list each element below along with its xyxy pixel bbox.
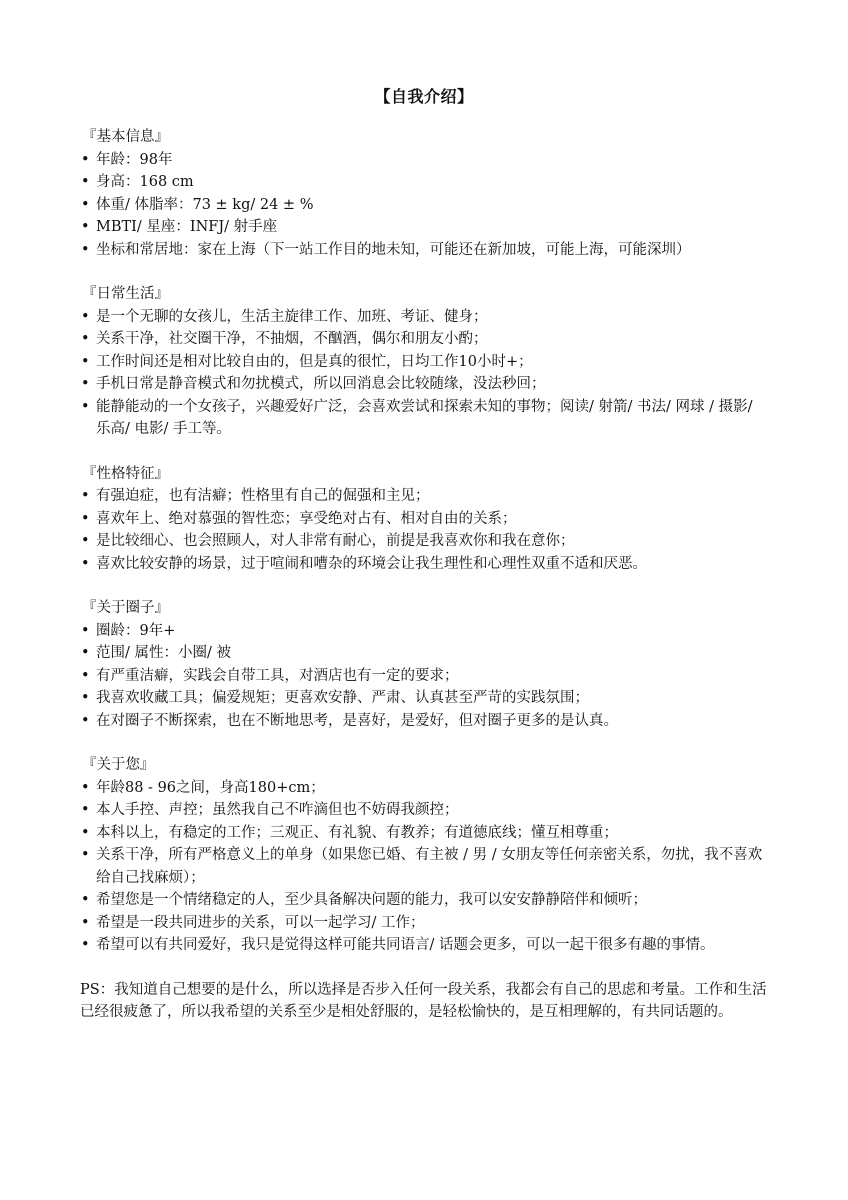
document-title: 【自我介绍】	[374, 87, 474, 106]
bullet-list	[80, 306, 770, 441]
ps-paragraph: PS：我知道自己想要的是什么，所以选择是否步入任何一段关系，我都会有自己的思虑和考量。工作和生活已经很疲惫了，所以我希望的关系至少是相处舒服的，是轻松愉快的，是互相理解的，有共同话题的。	[80, 981, 767, 1020]
bullet-list	[80, 777, 770, 957]
list-item: • 希望可以有共同爱好，我只是觉得这样可能共同语言/ 话题会更多，可以一起干很多有趣的事情。	[80, 934, 770, 957]
section-heading: 『性格特征』	[82, 465, 169, 482]
section-personality	[80, 463, 770, 576]
list-item: • 有强迫症，也有洁癖；性格里有自己的倔强和主见；	[80, 485, 770, 508]
list-item: • 年龄：98年	[80, 149, 770, 172]
list-item: • 是一个无聊的女孩儿，生活主旋律工作、加班、考证、健身；	[80, 306, 770, 329]
section-daily-life	[80, 283, 770, 441]
list-item: • MBTI/ 星座：INFJ/ 射手座	[80, 216, 770, 239]
list-item: • 坐标和常居地：家在上海（下一站工作目的地未知，可能还在新加坡，可能上海，可能深圳）	[80, 239, 770, 262]
bullet-list	[80, 620, 770, 733]
section-heading: 『关于圈子』	[82, 600, 169, 616]
list-item: • 是比较细心、也会照顾人，对人非常有耐心，前提是我喜欢你和我在意你；	[80, 530, 770, 553]
list-item: • 喜欢年上、绝对慕强的智性恋；享受绝对占有、相对自由的关系；	[80, 508, 770, 531]
list-item: • 在对圈子不断探索，也在不断地思考，是喜好，是爱好，但对圈子更多的是认真。	[80, 710, 770, 733]
list-item: • 关系干净，所有严格意义上的单身（如果您已婚、有主被 / 男 / 女朋友等任何亲密关系，勿扰，我不喜欢给自己找麻烦）；	[80, 844, 770, 889]
list-item: • 我喜欢收藏工具；偏爱规矩；更喜欢安静、严肃、认真甚至严苛的实践氛围；	[80, 687, 770, 710]
section-heading: 『日常生活』	[82, 286, 169, 302]
list-item: • 本科以上，有稳定的工作；三观正、有礼貌、有教养；有道德底线；懂互相尊重；	[80, 822, 770, 845]
list-item: • 关系干净，社交圈干净，不抽烟，不酗酒，偶尔和朋友小酌；	[80, 328, 770, 351]
list-item: • 身高：168 cm	[80, 171, 770, 194]
list-item: • 本人手控、声控；虽然我自己不咋滴但也不妨碍我颜控；	[80, 799, 770, 822]
list-item: • 圈龄：9年+	[80, 620, 770, 643]
list-item: • 体重/ 体脂率：73 ± kg/ 24 ± %	[80, 194, 770, 217]
section-circle	[80, 597, 770, 732]
list-item: • 希望您是一个情绪稳定的人，至少具备解决问题的能力，我可以安安静静陪伴和倾听；	[80, 889, 770, 912]
bullet-list	[80, 485, 770, 575]
section-basic-info	[80, 126, 770, 261]
section-about-you	[80, 754, 770, 957]
list-item: • 手机日常是静音模式和勿扰模式，所以回消息会比较随缘，没法秒回；	[80, 373, 770, 396]
list-item: • 有严重洁癖，实践会自带工具，对酒店也有一定的要求；	[80, 665, 770, 688]
list-item: • 希望是一段共同进步的关系，可以一起学习/ 工作；	[80, 912, 770, 935]
list-item: • 工作时间还是相对比较自由的，但是真的很忙，日均工作10小时+；	[80, 351, 770, 374]
list-item: • 年龄88 - 96之间，身高180+cm；	[80, 777, 770, 800]
list-item: • 喜欢比较安静的场景，过于喧闹和嘈杂的环境会让我生理性和心理性双重不适和厌恶。	[80, 553, 770, 576]
list-item: • 范围/ 属性：小圈/ 被	[80, 642, 770, 665]
bullet-list	[80, 149, 770, 262]
section-heading: 『基本信息』	[82, 129, 169, 145]
document-body	[80, 126, 770, 1024]
section-heading: 『关于您』	[82, 757, 155, 773]
list-item: • 能静能动的一个女孩子，兴趣爱好广泛，会喜欢尝试和探索未知的事物；阅读/ 射箭/ 书法/ 网球 / 摄影/ 乐高/ 电影/ 手工等。	[80, 396, 770, 441]
